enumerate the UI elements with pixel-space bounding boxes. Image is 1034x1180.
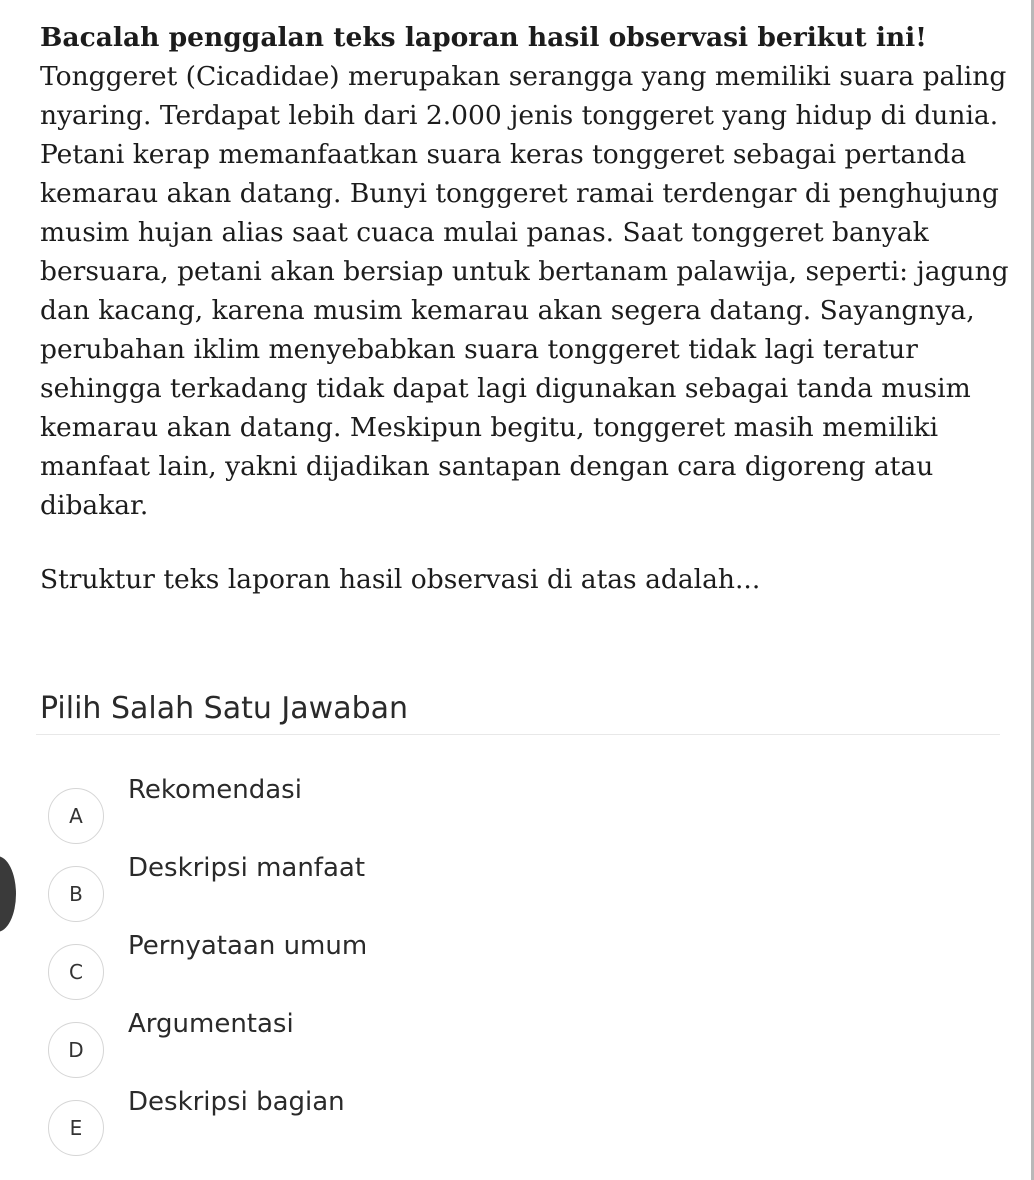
option-letter-badge: A [48,788,104,844]
question-instruction: Bacalah penggalan teks laporan hasil observasi berikut ini! [40,22,927,53]
observation-passage: Tonggeret (Cicadidae) merupakan serangga yang memiliki suara paling nyaring. Terdapat lebih dari 2.000 jenis tonggeret yang hidup di dunia. Petani kerap memanfaatkan suara keras tonggeret sebagai pertanda kemarau akan datang. Bunyi tonggeret ramai terdengar di penghujung musim hujan alias saat cuaca mulai panas. Saat tonggeret banyak bersuara, petani akan bersiap untuk bertanam palawija, seperti: jagung dan kacang, karena musim kemarau akan segera datang. Sayangnya, perubahan iklim menyebabkan suara tonggeret tidak lagi teratur sehingga terkadang tidak dapat lagi digunakan sebagai tanda musim kemarau akan datang. Meskipun begitu, tonggeret masih memiliki manfaat lain, yakni dijadikan santapan dengan cara digoreng atau dibakar. [40,61,1009,521]
option-label: Argumentasi [128,1009,294,1039]
option-letter-badge: C [48,944,104,1000]
option-letter-badge: B [48,866,104,922]
option-label: Deskripsi manfaat [128,853,366,883]
option-a[interactable] [48,775,748,846]
question-block [40,18,1015,599]
option-d[interactable] [48,1009,748,1080]
question-prompt: Struktur teks laporan hasil observasi di atas adalah... [40,564,761,595]
option-label: Pernyataan umum [128,931,368,961]
option-label: Rekomendasi [128,775,302,805]
scroll-edge-handle[interactable] [0,856,16,932]
option-c[interactable] [48,931,748,1002]
section-divider [36,734,1000,735]
option-letter-badge: E [48,1100,104,1156]
answer-section-heading: Pilih Salah Satu Jawaban [40,691,409,726]
option-label: Deskripsi bagian [128,1087,345,1117]
option-e[interactable] [48,1087,748,1158]
option-b[interactable] [48,853,748,924]
option-letter-badge: D [48,1022,104,1078]
